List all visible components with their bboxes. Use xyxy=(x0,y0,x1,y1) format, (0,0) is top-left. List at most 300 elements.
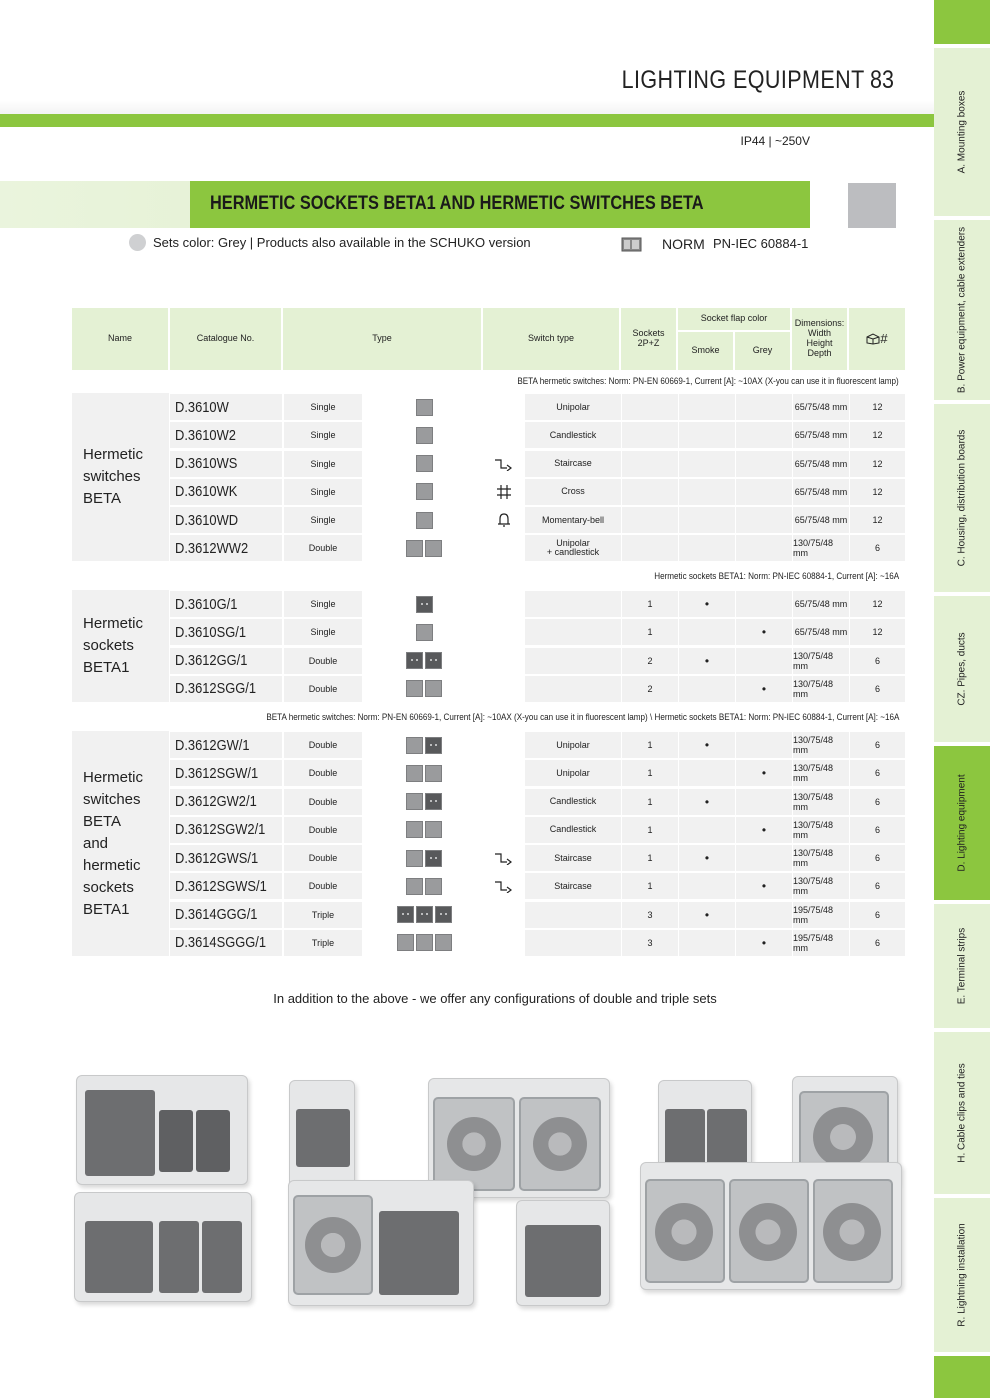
module-icon xyxy=(406,850,423,867)
catalogue-number xyxy=(170,507,282,533)
side-tab-label: H. Cable clips and ties xyxy=(956,1063,968,1163)
cell-sockets: 1 xyxy=(622,619,678,645)
cell-switch xyxy=(525,902,621,928)
cell-type: Single xyxy=(284,591,362,617)
cell-smoke xyxy=(679,451,735,477)
table-row xyxy=(72,421,905,449)
sets-color-text: Sets color: Grey | Products also available in the SCHUKO version xyxy=(153,235,531,250)
type-illustration xyxy=(364,817,484,843)
cell-type: Single xyxy=(284,619,362,645)
cell-smoke xyxy=(679,873,735,899)
catalogue-number xyxy=(170,732,282,758)
cell-type: Single xyxy=(284,422,362,448)
header-band xyxy=(0,0,934,118)
header-dim-depth: Depth xyxy=(807,347,832,358)
type-illustration xyxy=(364,422,484,448)
cell-pack: 6 xyxy=(850,817,905,843)
cell-dim: 65/75/48 mm xyxy=(793,394,849,420)
cell-dim: 130/75/48 mm xyxy=(793,817,849,843)
side-tab-housing[interactable] xyxy=(934,404,990,594)
cell-switch: Unipolar xyxy=(525,394,621,420)
cell-switch xyxy=(525,930,621,956)
norm-label: NORM xyxy=(662,236,705,252)
module-icon xyxy=(406,680,423,697)
group-name-line: and hermetic xyxy=(83,834,141,874)
cell-smoke xyxy=(679,479,735,505)
cell-switch xyxy=(525,648,621,674)
norm-value: PN-IEC 60884-1 xyxy=(713,236,809,251)
cell-pack: 6 xyxy=(850,930,905,956)
catalogue-number-text: D.3612GW/1 xyxy=(175,736,250,754)
catalogue-number-text: D.3612GWS/1 xyxy=(175,849,259,867)
cell-smoke: • xyxy=(679,789,735,815)
catalogue-number-text: D.3614SGGG/1 xyxy=(175,934,267,952)
cell-pack: 6 xyxy=(850,676,905,702)
cell-sockets xyxy=(622,479,678,505)
module-icon xyxy=(397,934,414,951)
group-name-line: Hermetic xyxy=(83,768,144,786)
cell-smoke xyxy=(679,930,735,956)
catalogue-number xyxy=(170,845,282,871)
table-row xyxy=(72,450,905,478)
cell-switch xyxy=(525,619,621,645)
module-icon xyxy=(416,455,433,472)
table-row xyxy=(72,393,905,421)
catalogue-number xyxy=(170,394,282,420)
side-tab-bottom xyxy=(934,1356,990,1400)
type-illustration xyxy=(364,760,484,786)
module-icon xyxy=(425,737,442,754)
cell-grey: • xyxy=(736,817,792,843)
cell-smoke: • xyxy=(679,648,735,674)
cell-pack: 6 xyxy=(850,845,905,871)
module-icon xyxy=(425,680,442,697)
type-illustration xyxy=(364,451,484,477)
type-illustration xyxy=(364,535,484,561)
side-tab-lightning[interactable] xyxy=(934,1198,990,1354)
type-illustration xyxy=(364,619,484,645)
cell-smoke xyxy=(679,394,735,420)
cell-dim: 65/75/48 mm xyxy=(793,422,849,448)
product-image-socket-switch xyxy=(288,1180,474,1306)
group-name-line: Hermetic xyxy=(83,615,144,632)
side-tab-pipes[interactable] xyxy=(934,596,990,744)
module-icon xyxy=(416,934,433,951)
cell-grey xyxy=(736,902,792,928)
cell-smoke xyxy=(679,535,735,561)
cell-pack: 6 xyxy=(850,535,905,561)
catalogue-number xyxy=(170,902,282,928)
cell-switch: Staircase xyxy=(525,451,621,477)
cell-type: Double xyxy=(284,732,362,758)
switch-symbol xyxy=(484,930,524,956)
cell-dim: 195/75/48 mm xyxy=(793,902,849,928)
cell-dim: 130/75/48 mm xyxy=(793,648,849,674)
cell-type: Double xyxy=(284,648,362,674)
cell-sockets: 1 xyxy=(622,591,678,617)
module-icon xyxy=(425,850,442,867)
cell-smoke xyxy=(679,817,735,843)
catalogue-number xyxy=(170,451,282,477)
cell-dim: 65/75/48 mm xyxy=(793,451,849,477)
stair-symbol-icon xyxy=(484,451,524,477)
catalogue-number xyxy=(170,422,282,448)
cell-dim: 65/75/48 mm xyxy=(793,479,849,505)
cell-pack: 6 xyxy=(850,648,905,674)
module-icon xyxy=(406,765,423,782)
module-icon xyxy=(416,399,433,416)
type-illustration xyxy=(364,902,484,928)
bell-symbol-icon xyxy=(484,507,524,533)
cell-sockets: 1 xyxy=(622,873,678,899)
cell-type: Double xyxy=(284,845,362,871)
module-icon xyxy=(416,906,433,923)
module-icon xyxy=(416,427,433,444)
cell-switch: Candlestick xyxy=(525,817,621,843)
product-image-switch-single xyxy=(289,1080,355,1190)
cell-switch: Staircase xyxy=(525,845,621,871)
switch-symbol xyxy=(484,591,524,617)
module-icon xyxy=(397,906,414,923)
switch-symbol xyxy=(484,535,524,561)
catalogue-number-text: D.3612SGWS/1 xyxy=(175,877,267,895)
catalogue-number xyxy=(170,930,282,956)
cell-sockets: 1 xyxy=(622,845,678,871)
table-row xyxy=(72,590,905,618)
group-name-line: sockets BETA1 xyxy=(83,878,134,918)
header-grey: Grey xyxy=(735,332,792,370)
catalogue-number-text: D.3612SGG/1 xyxy=(175,680,257,698)
side-tab-label: R. Lightning installation xyxy=(956,1223,968,1327)
cell-sockets xyxy=(622,422,678,448)
switch-symbol xyxy=(484,817,524,843)
type-illustration xyxy=(364,930,484,956)
catalogue-number xyxy=(170,873,282,899)
catalogue-number-text: D.3610G/1 xyxy=(175,595,238,613)
table-row xyxy=(72,788,905,816)
module-icon xyxy=(425,821,442,838)
module-icon xyxy=(406,540,423,557)
group-name-line: Hermetic xyxy=(83,446,144,463)
cell-type: Single xyxy=(284,507,362,533)
color-swatch xyxy=(848,183,896,228)
product-image-switch-double xyxy=(76,1075,248,1185)
cell-switch: Unipolar xyxy=(525,732,621,758)
header-pack-symbol: # xyxy=(880,330,888,346)
side-tab-label: CZ. Pipes, ducts xyxy=(956,632,968,706)
cell-grey xyxy=(736,648,792,674)
cell-grey: • xyxy=(736,676,792,702)
cell-type: Double xyxy=(284,873,362,899)
cell-grey: • xyxy=(736,930,792,956)
type-illustration xyxy=(364,648,484,674)
cell-pack: 12 xyxy=(850,507,905,533)
cell-grey: • xyxy=(736,873,792,899)
cell-sockets: 1 xyxy=(622,732,678,758)
table-row xyxy=(72,618,905,646)
cell-pack: 12 xyxy=(850,422,905,448)
module-icon xyxy=(425,878,442,895)
cell-smoke xyxy=(679,422,735,448)
module-icon xyxy=(425,652,442,669)
cell-pack: 6 xyxy=(850,873,905,899)
cell-sockets: 1 xyxy=(622,760,678,786)
cell-sockets xyxy=(622,394,678,420)
cell-type: Single xyxy=(284,394,362,420)
module-icon xyxy=(416,483,433,500)
cell-sockets xyxy=(622,535,678,561)
cell-smoke xyxy=(679,676,735,702)
cell-type: Double xyxy=(284,676,362,702)
cell-dim: 130/75/48 mm xyxy=(793,732,849,758)
cell-grey: • xyxy=(736,760,792,786)
cell-dim: 130/75/48 mm xyxy=(793,760,849,786)
side-tab-power-equipment[interactable] xyxy=(934,220,990,402)
cell-type: Single xyxy=(284,479,362,505)
cell-sockets: 1 xyxy=(622,817,678,843)
cell-dim: 130/75/48 mm xyxy=(793,845,849,871)
side-tab-label: B. Power equipment, cable extenders xyxy=(956,226,968,394)
side-tab-label: D. Lighting equipment xyxy=(956,774,968,872)
cell-switch: Momentary-bell xyxy=(525,507,621,533)
package-icon xyxy=(866,333,880,345)
catalogue-number-text: D.3610WS xyxy=(175,455,238,472)
group-name-line: sockets BETA1 xyxy=(83,637,134,676)
spec-line: IP44 | ~250V xyxy=(740,134,810,148)
cell-sockets: 2 xyxy=(622,676,678,702)
switch-symbol xyxy=(484,789,524,815)
cell-pack: 12 xyxy=(850,394,905,420)
header-dimensions xyxy=(792,308,849,370)
side-tab-mounting-boxes[interactable] xyxy=(934,48,990,218)
switch-symbol xyxy=(484,760,524,786)
catalogue-number-text: D.3612WW2 xyxy=(175,539,249,557)
group-name-line: switches xyxy=(83,468,141,485)
page-number: 83 xyxy=(870,66,894,94)
table-row xyxy=(72,901,905,929)
header-name: Name xyxy=(72,308,170,370)
cell-grey xyxy=(736,535,792,561)
cell-dim: 130/75/48 mm xyxy=(793,873,849,899)
catalogue-number xyxy=(170,676,282,702)
product-image-bell xyxy=(516,1200,610,1306)
module-icon xyxy=(435,934,452,951)
cell-sockets xyxy=(622,507,678,533)
table-row xyxy=(72,759,905,787)
side-tabs xyxy=(934,0,990,1400)
header-catalogue: Catalogue No. xyxy=(170,308,283,370)
catalogue-number xyxy=(170,648,282,674)
catalogue-number-text: D.3610W2 xyxy=(175,426,236,444)
product-image-switch-double-2 xyxy=(74,1192,252,1302)
side-tab-label: C. Housing, distribution boards xyxy=(956,429,968,567)
norm-book-icon xyxy=(621,236,643,252)
cell-grey xyxy=(736,507,792,533)
header-flap-color: Socket flap color xyxy=(678,308,792,332)
side-tab-top xyxy=(934,0,990,46)
product-image-socket-triple xyxy=(640,1162,902,1290)
cell-grey xyxy=(736,451,792,477)
cell-smoke: • xyxy=(679,732,735,758)
cell-sockets: 2 xyxy=(622,648,678,674)
cell-switch: Cross xyxy=(525,479,621,505)
table-row xyxy=(72,731,905,759)
module-icon xyxy=(416,512,433,529)
side-tab-terminal-strips[interactable] xyxy=(934,904,990,1030)
switch-symbol xyxy=(484,732,524,758)
cell-type: Double xyxy=(284,817,362,843)
cell-sockets: 1 xyxy=(622,789,678,815)
switch-symbol xyxy=(484,676,524,702)
section-banner xyxy=(190,181,810,228)
cell-pack: 6 xyxy=(850,902,905,928)
cell-smoke xyxy=(679,507,735,533)
type-illustration xyxy=(364,873,484,899)
cell-switch: Unipolar xyxy=(525,760,621,786)
catalogue-number-text: D.3610W xyxy=(175,398,229,416)
side-tab-cable-clips[interactable] xyxy=(934,1032,990,1196)
cell-pack: 12 xyxy=(850,619,905,645)
cell-sockets: 3 xyxy=(622,930,678,956)
catalogue-number-text: D.3612SGW2/1 xyxy=(175,821,266,839)
stair-symbol-icon xyxy=(484,873,524,899)
cell-grey xyxy=(736,732,792,758)
module-icon xyxy=(406,878,423,895)
module-icon xyxy=(435,906,452,923)
module-icon xyxy=(425,765,442,782)
catalogue-number-text: D.3610SG/1 xyxy=(175,623,247,641)
table-row xyxy=(72,929,905,957)
grey-color-dot-icon xyxy=(129,234,146,251)
catalogue-number-text: D.3614GGG/1 xyxy=(175,906,258,923)
cell-grey xyxy=(736,789,792,815)
cell-grey xyxy=(736,479,792,505)
cell-sockets: 3 xyxy=(622,902,678,928)
cell-dim: 195/75/48 mm xyxy=(793,930,849,956)
section-title: HERMETIC SOCKETS BETA1 AND HERMETIC SWITCHES BETA xyxy=(210,193,704,214)
cell-dim: 130/75/48 mm xyxy=(793,789,849,815)
table-row xyxy=(72,816,905,844)
type-illustration xyxy=(364,789,484,815)
catalogue-number-text: D.3612SGW/1 xyxy=(175,764,259,782)
cell-dim: 130/75/48 mm xyxy=(793,535,849,561)
side-tab-lighting[interactable] xyxy=(934,746,990,902)
table-row xyxy=(72,872,905,900)
module-icon xyxy=(406,652,423,669)
cell-pack: 12 xyxy=(850,591,905,617)
catalogue-number xyxy=(170,479,282,505)
module-icon xyxy=(406,821,423,838)
module-icon xyxy=(416,596,433,613)
cell-pack: 6 xyxy=(850,789,905,815)
cell-dim: 65/75/48 mm xyxy=(793,507,849,533)
cell-smoke: • xyxy=(679,591,735,617)
catalogue-number-text: D.3610WD xyxy=(175,511,239,529)
catalogue-number-text: D.3610WK xyxy=(175,483,238,501)
cell-grey xyxy=(736,394,792,420)
side-tab-label: E. Terminal strips xyxy=(956,927,968,1005)
catalogue-number-text: D.3612GG/1 xyxy=(175,652,248,669)
header-smoke: Smoke xyxy=(678,332,735,370)
cell-smoke: • xyxy=(679,845,735,871)
cell-pack: 6 xyxy=(850,760,905,786)
cell-switch: Candlestick xyxy=(525,422,621,448)
cell-grey xyxy=(736,422,792,448)
type-illustration xyxy=(364,394,484,420)
cell-smoke xyxy=(679,619,735,645)
module-icon xyxy=(416,624,433,641)
cell-dim: 130/75/48 mm xyxy=(793,676,849,702)
type-illustration xyxy=(364,845,484,871)
cell-type: Triple xyxy=(284,930,362,956)
cell-type: Double xyxy=(284,535,362,561)
type-illustration xyxy=(364,732,484,758)
table-row xyxy=(72,675,905,703)
cell-pack: 12 xyxy=(850,479,905,505)
type-illustration xyxy=(364,507,484,533)
cell-switch xyxy=(525,591,621,617)
catalogue-number xyxy=(170,789,282,815)
table-row xyxy=(72,534,905,562)
cell-sockets xyxy=(622,451,678,477)
cell-dim: 65/75/48 mm xyxy=(793,591,849,617)
module-icon xyxy=(406,737,423,754)
cross-symbol-icon xyxy=(484,479,524,505)
catalogue-number xyxy=(170,619,282,645)
module-icon xyxy=(425,793,442,810)
footer-note: In addition to the above - we offer any configurations of double and triple sets xyxy=(273,991,717,1006)
switch-symbol xyxy=(484,394,524,420)
header-title: LIGHTING EQUIPMENT xyxy=(621,66,865,94)
cell-switch: Candlestick xyxy=(525,789,621,815)
cell-smoke xyxy=(679,760,735,786)
header-pack xyxy=(849,308,905,370)
cell-grey xyxy=(736,845,792,871)
module-icon xyxy=(406,793,423,810)
group-note-sockets: Hermetic sockets BETA1: Norm: PN-IEC 60884-1, Current [A]: ~16A xyxy=(654,571,899,581)
cell-pack: 12 xyxy=(850,451,905,477)
catalogue-number xyxy=(170,760,282,786)
table-row xyxy=(72,478,905,506)
side-tab-label: A. Mounting boxes xyxy=(956,90,968,174)
table-row xyxy=(72,647,905,675)
switch-symbol xyxy=(484,422,524,448)
group-name-line: switches BETA xyxy=(83,790,141,830)
header-type: Type xyxy=(283,308,483,370)
stair-symbol-icon xyxy=(484,845,524,871)
cell-dim: 65/75/48 mm xyxy=(793,619,849,645)
catalogue-number xyxy=(170,817,282,843)
cell-type: Double xyxy=(284,760,362,786)
cell-grey: • xyxy=(736,619,792,645)
catalogue-number xyxy=(170,535,282,561)
cell-grey xyxy=(736,591,792,617)
catalogue-number-text: D.3612GW2/1 xyxy=(175,793,257,810)
type-illustration xyxy=(364,479,484,505)
header-dimensions-label: Dimensions: xyxy=(794,318,845,329)
table-row xyxy=(72,844,905,872)
module-icon xyxy=(425,540,442,557)
group-note-sets: BETA hermetic switches: Norm: PN-EN 60669-1, Current [A]: ~10AX (X-you can use it in fluorescent lamp) \ Hermetic sockets BETA1: Norm: PN-IEC 60884-1, Current [A]: ~16A xyxy=(265,712,899,722)
type-illustration xyxy=(364,591,484,617)
cell-smoke: • xyxy=(679,902,735,928)
switch-symbol xyxy=(484,648,524,674)
cell-type: Double xyxy=(284,789,362,815)
catalogue-number xyxy=(170,591,282,617)
cell-pack: 6 xyxy=(850,732,905,758)
table-row xyxy=(72,506,905,534)
cell-type: Triple xyxy=(284,902,362,928)
